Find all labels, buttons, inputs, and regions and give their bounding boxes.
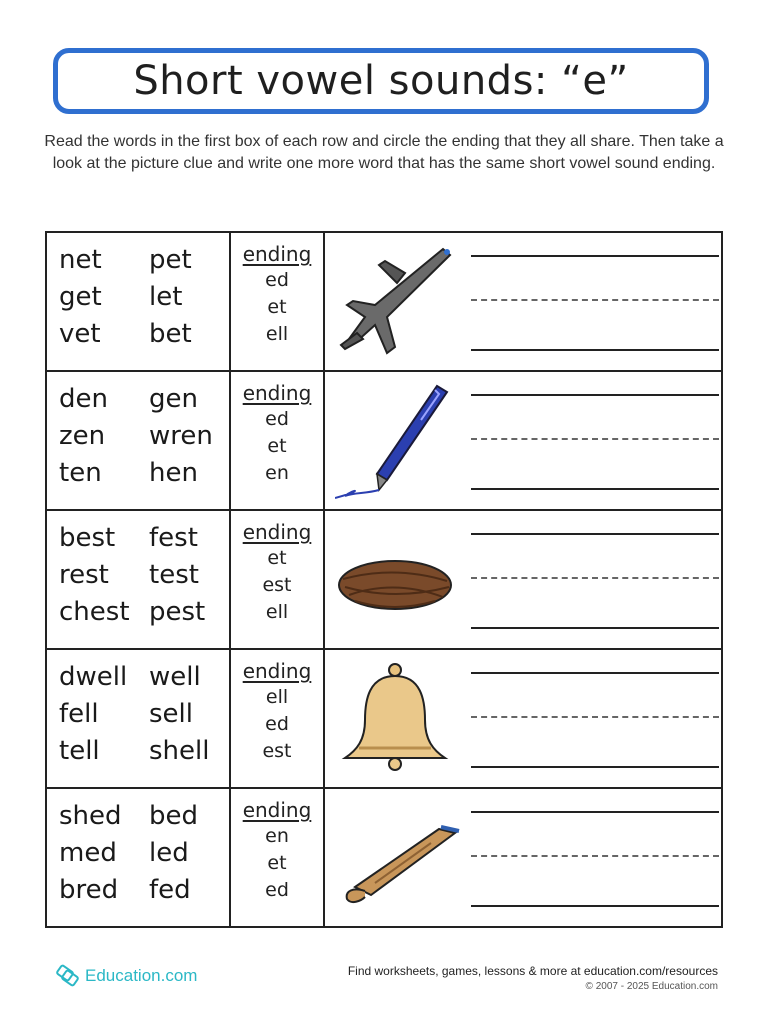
table-row [46,371,722,510]
writing-lines[interactable] [471,670,719,770]
word: gen [149,384,198,414]
ending-option[interactable]: en [265,462,289,484]
ending-option[interactable]: et [267,852,287,874]
word: pest [149,597,206,627]
picture-box [324,232,722,371]
picture-box [324,788,722,927]
brand-name: Education.com [85,966,198,985]
nest-icon [335,521,460,639]
ending-option[interactable]: est [262,574,292,596]
title-box [53,48,709,114]
word-box [46,510,230,649]
pen-icon [335,382,460,500]
education-logo-icon [55,963,81,989]
ending-header: ending [242,242,312,266]
instructions: Read the words in the first box of each row and circle the ending that they all share. Then take a look at the picture clue and write one more word that has the same short vowel sound ending. [44,133,724,172]
ending-option[interactable]: ell [265,323,289,345]
sled-icon [335,799,460,917]
word: chest [59,597,130,627]
picture-box [324,371,722,510]
word: well [149,662,201,692]
word: dwell [59,662,128,692]
ending-option[interactable]: ed [265,713,289,735]
ending-box [230,232,324,371]
footer-tagline[interactable]: Find worksheets, games, lessons & more at education.com/resources [347,964,718,978]
word-box [46,649,230,788]
writing-lines[interactable] [471,809,719,909]
writing-lines[interactable] [471,253,719,353]
table-row [46,510,722,649]
ending-option[interactable]: ed [265,269,289,291]
writing-lines[interactable] [471,531,719,631]
brand-logo[interactable] [55,963,197,989]
ending-box [230,510,324,649]
footer-copyright: © 2007 - 2025 Education.com [585,981,718,992]
ending-option[interactable]: et [267,296,287,318]
word: let [149,282,183,312]
word: fell [59,699,99,729]
word: ten [59,458,102,488]
table-row [46,788,722,927]
word: sell [149,699,193,729]
word: best [59,523,116,553]
word: med [59,838,117,868]
ending-box [230,371,324,510]
ending-option[interactable]: et [267,435,287,457]
word: vet [59,319,101,349]
word: fest [149,523,198,553]
ending-header: ending [242,798,312,822]
word: wren [149,421,213,451]
picture-box [324,510,722,649]
word: led [149,838,189,868]
word: bed [149,801,199,831]
word: bred [59,875,119,905]
word: shell [149,736,210,766]
ending-option[interactable]: ed [265,408,289,430]
ending-option[interactable]: est [262,740,292,762]
word: fed [149,875,191,905]
ending-header: ending [242,659,312,683]
bell-icon [335,660,460,778]
table-row [46,232,722,371]
word: den [59,384,108,414]
word: bet [149,319,192,349]
writing-lines[interactable] [471,392,719,492]
page-title: Short vowel sounds: “e” [133,58,629,104]
word: hen [149,458,198,488]
ending-header: ending [242,520,312,544]
word: rest [59,560,109,590]
worksheet-table [45,231,723,928]
footer [348,964,718,992]
airplane-icon [335,243,460,361]
ending-option[interactable]: et [267,547,287,569]
ending-option[interactable]: ed [265,879,289,901]
ending-option[interactable]: en [265,825,289,847]
word-box [46,788,230,927]
word: tell [59,736,100,766]
word-box [46,232,230,371]
word: get [59,282,102,312]
word: net [59,245,102,275]
ending-header: ending [242,381,312,405]
picture-box [324,649,722,788]
word: zen [59,421,106,451]
ending-option[interactable]: ell [265,601,289,623]
table-row [46,649,722,788]
ending-box [230,649,324,788]
word-box [46,371,230,510]
word: shed [59,801,122,831]
ending-box [230,788,324,927]
word: pet [149,245,192,275]
ending-option[interactable]: ell [265,686,289,708]
word: test [149,560,199,590]
